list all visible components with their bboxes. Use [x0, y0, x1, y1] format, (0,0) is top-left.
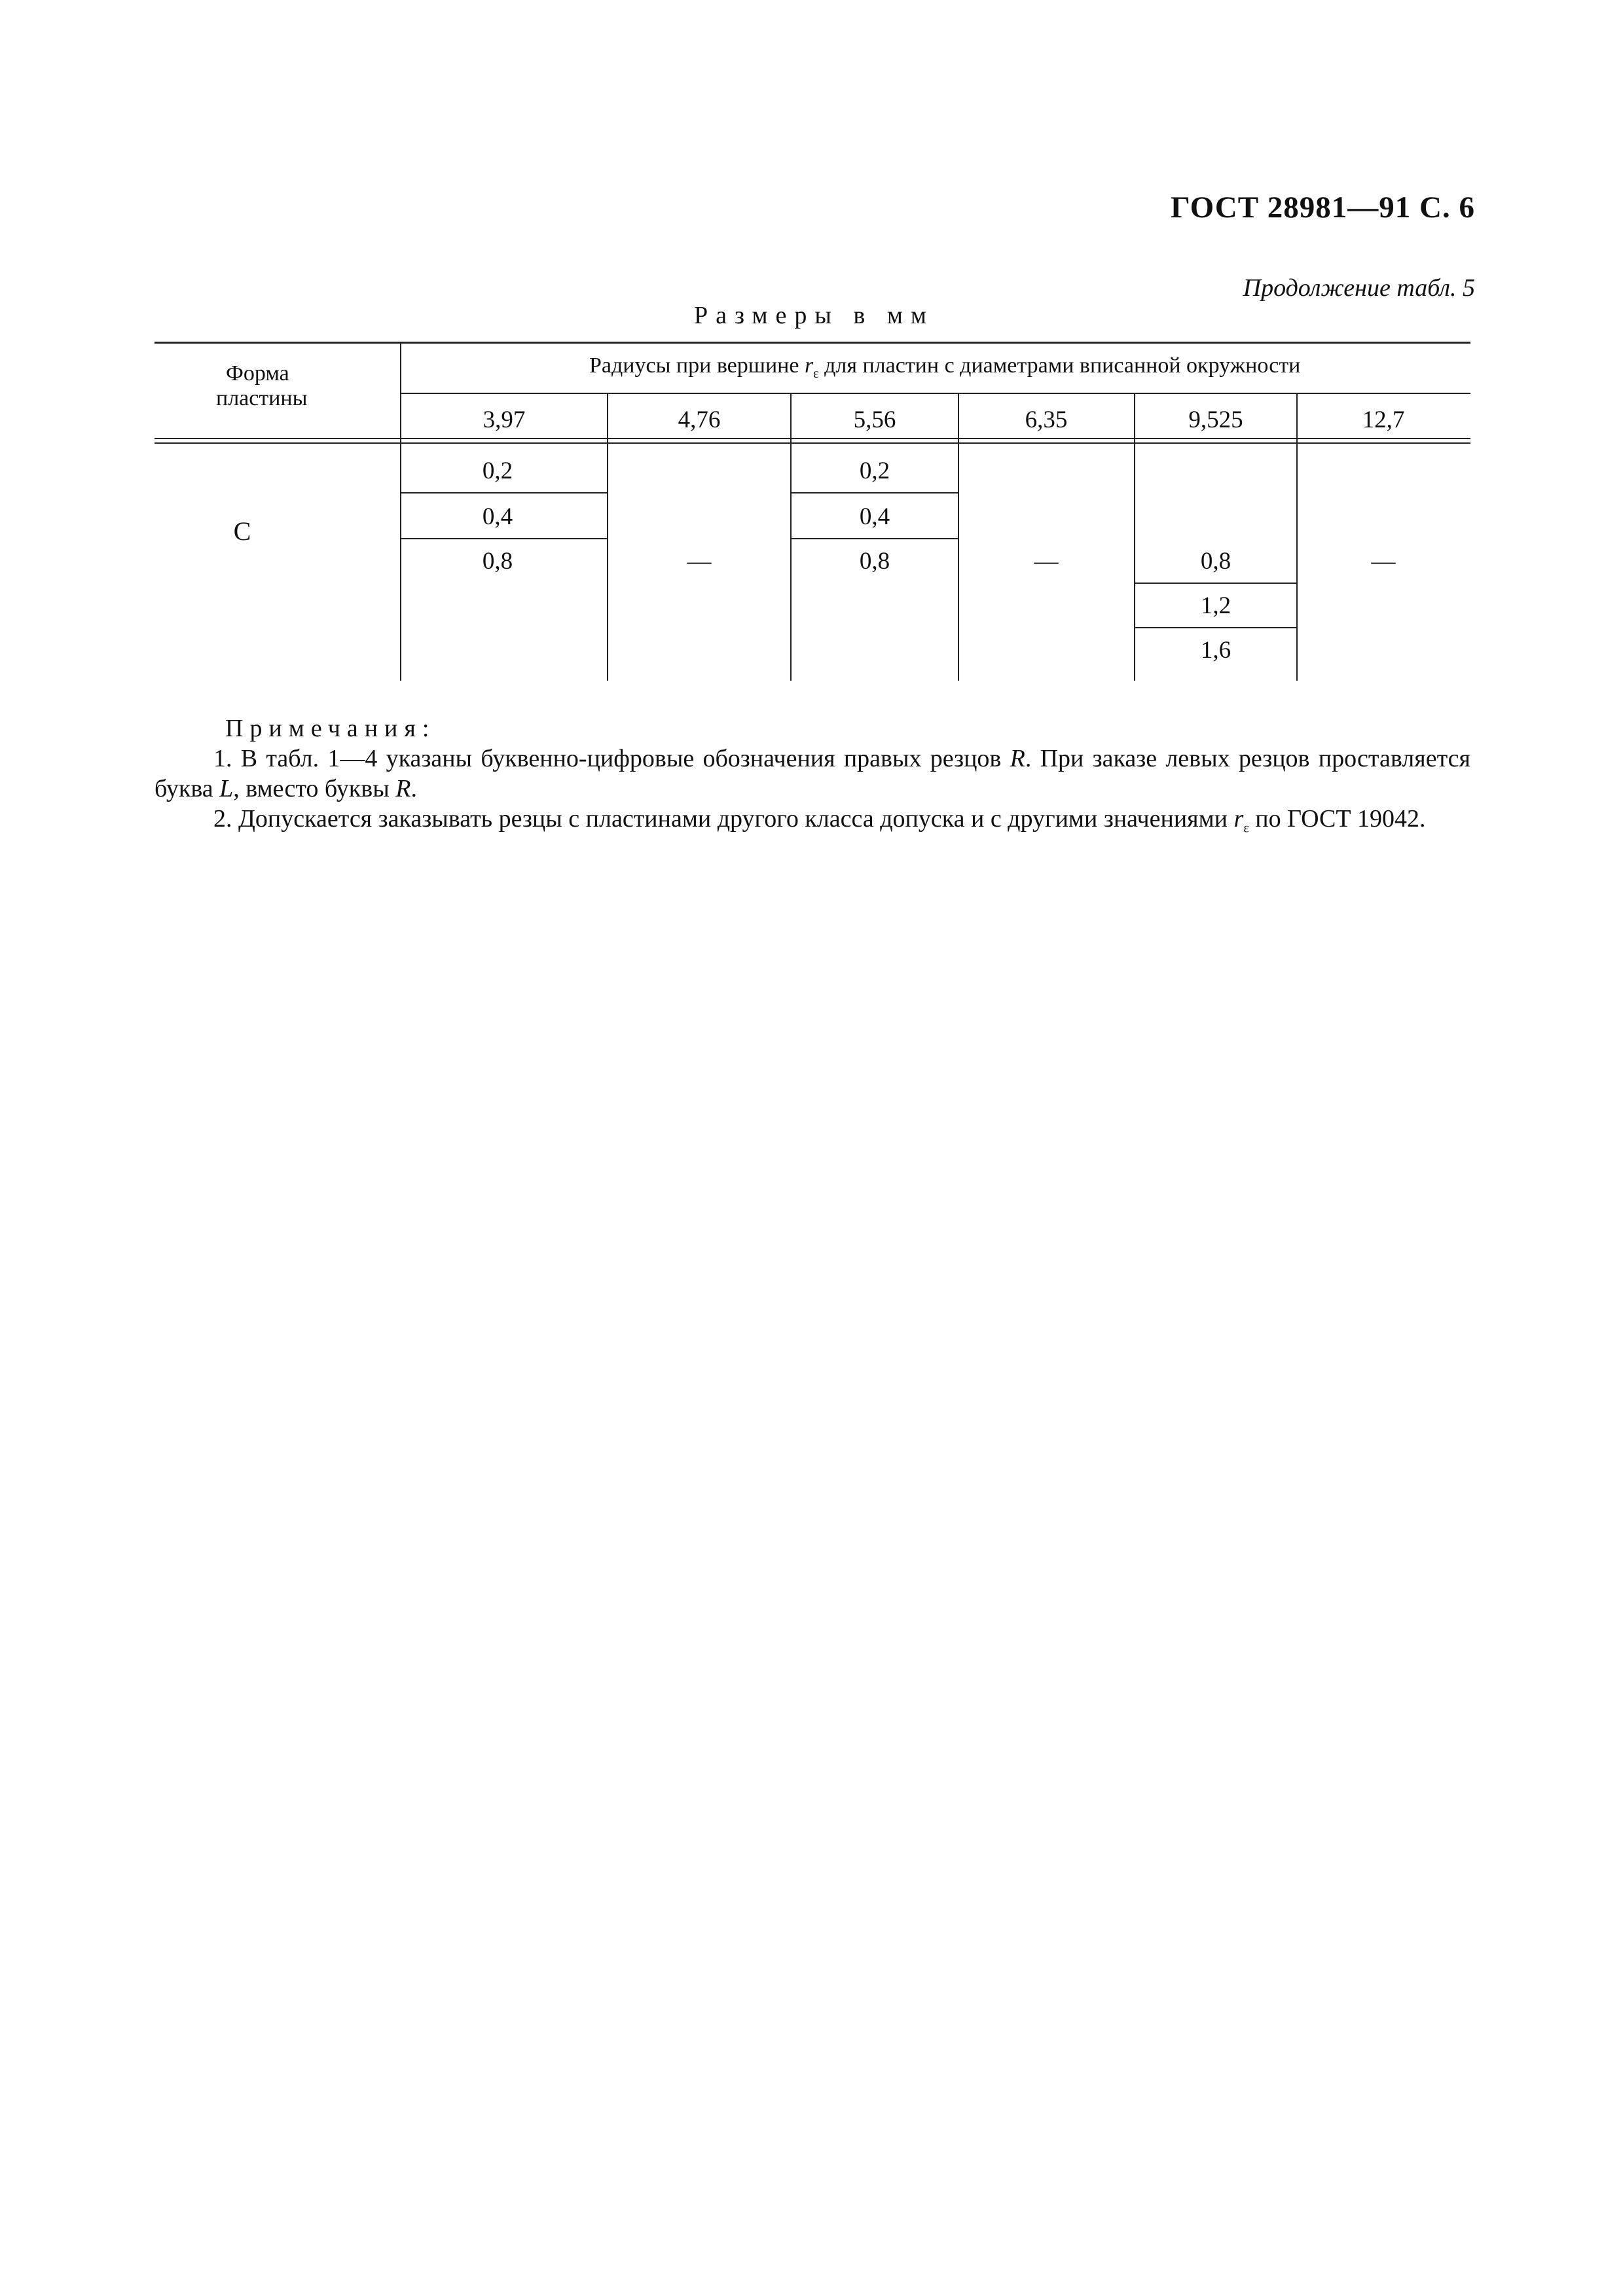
form-header-line2: пластины — [216, 386, 308, 410]
row-divider — [1135, 583, 1297, 584]
column-divider — [1296, 393, 1298, 681]
table-units-label: Размеры в мм — [694, 302, 934, 329]
table-header-bottom-line-2 — [155, 442, 1470, 444]
column-divider — [790, 393, 792, 681]
diameter-header: 5,56 — [853, 406, 896, 433]
page-header: ГОСТ 28981—91 С. 6 — [1170, 190, 1475, 224]
column-divider — [400, 342, 401, 681]
table-cell: 0,8 — [1200, 548, 1231, 575]
radius-group-header — [589, 353, 1300, 382]
table-continuation-label: Продолжение табл. 5 — [1243, 274, 1475, 302]
diameter-header: 12,7 — [1362, 406, 1405, 433]
form-header-line1: Форма — [226, 361, 289, 386]
row-divider — [401, 538, 608, 539]
radius-symbol-sub: ε — [813, 366, 819, 381]
table-cell: 0,2 — [482, 457, 513, 484]
table-cell: 0,4 — [482, 503, 513, 530]
column-divider — [607, 393, 608, 681]
diameter-header: 9,525 — [1188, 406, 1243, 433]
table-header-divider — [401, 393, 1470, 394]
column-divider — [958, 393, 959, 681]
radius-header-post: для пластин с диаметрами вписанной окружности — [824, 353, 1301, 378]
table-cell: 0,8 — [859, 548, 890, 575]
row-divider — [1135, 627, 1297, 628]
column-divider — [1134, 393, 1135, 681]
table-header-bottom-line-1 — [155, 438, 1470, 439]
table-cell: 1,2 — [1200, 592, 1231, 619]
notes-title: Примечания: — [225, 715, 436, 742]
note-2: 2. Допускается заказывать резцы с пластинами другого класса допуска и с другими значениями $r_\varepsilon$ по ГОСТ 19042. — [213, 805, 1426, 836]
table-cell: 0,4 — [859, 503, 890, 530]
table-cell-dash: — — [1034, 548, 1059, 575]
row-divider — [791, 492, 958, 493]
diameter-header: 4,76 — [678, 406, 721, 433]
note-1: 1. В табл. 1—4 указаны буквенно-цифровые обозначения правых резцов R. При заказе левых резцов проставляется буква L, вместо буквы R. — [155, 745, 1470, 802]
diameter-header: 6,35 — [1025, 406, 1068, 433]
table-cell: 1,6 — [1200, 637, 1231, 664]
notes-section — [155, 713, 1470, 844]
radius-symbol: r — [804, 353, 814, 378]
table-top-border — [155, 342, 1470, 344]
radius-header-pre: Радиусы при вершине — [589, 353, 799, 378]
table-cell: 0,2 — [859, 457, 890, 484]
row-divider — [791, 538, 958, 539]
table-cell-dash: — — [1371, 548, 1396, 575]
table-cell: 0,8 — [482, 548, 513, 575]
diameter-header: 3,97 — [483, 406, 526, 433]
form-cell: С — [233, 516, 251, 546]
table-cell-dash: — — [687, 548, 712, 575]
row-divider — [401, 492, 608, 493]
